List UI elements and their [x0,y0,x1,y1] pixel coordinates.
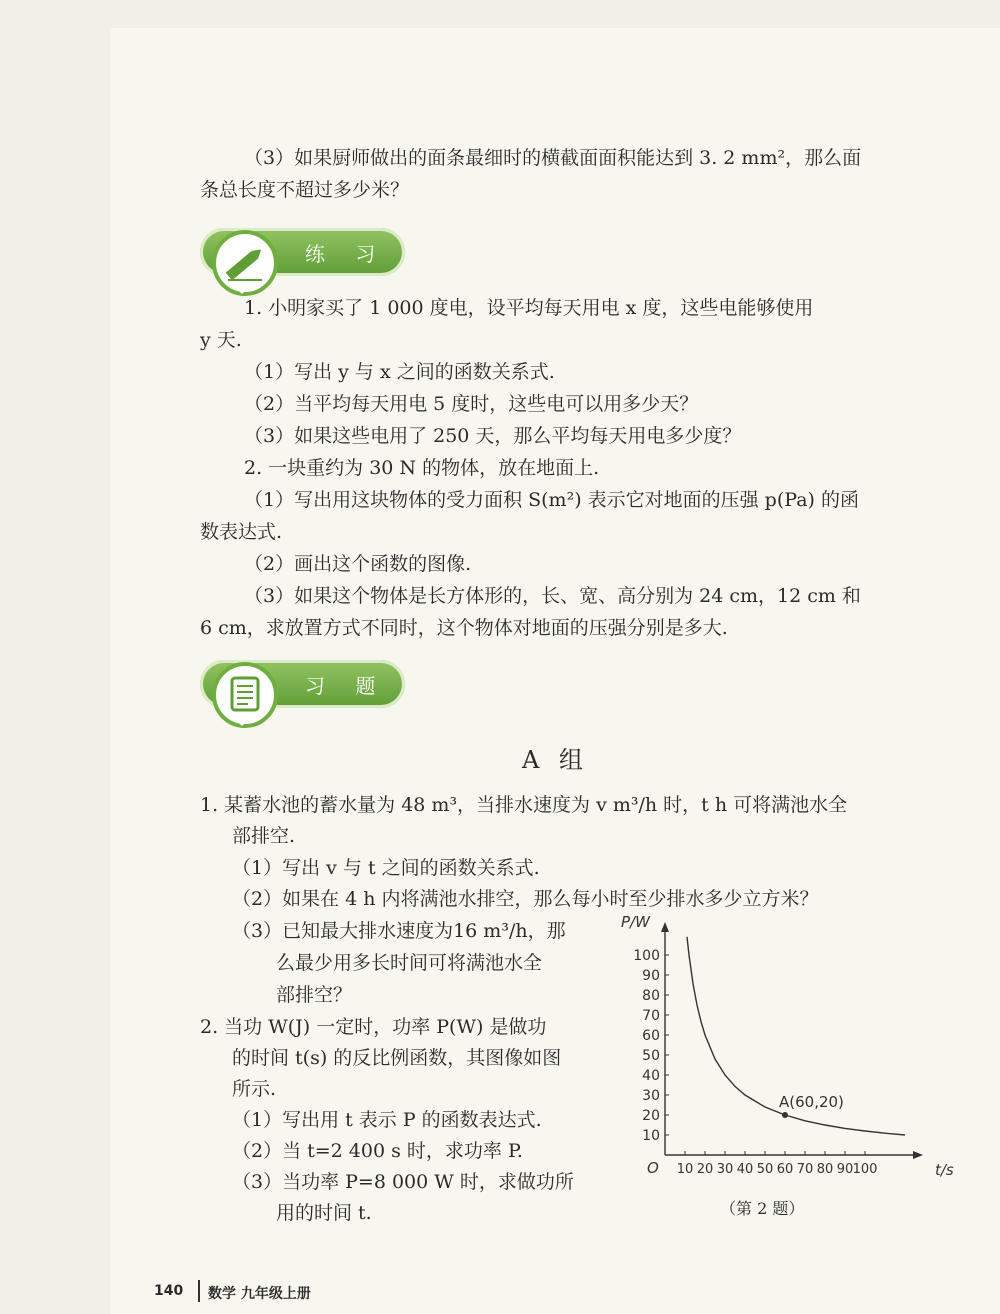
q1-line: 部排空？ [276,984,353,1006]
badge-pointer [234,718,250,726]
y-tick-label: 30 [642,1088,660,1104]
power-time-graph [600,910,954,1180]
q1-line: （2）如果在 4 h 内将满池水排空，那么每小时至少排水多少立方米？ [232,888,819,910]
x-tick-label: 90 [836,1162,854,1177]
practice-line: 6 cm，求放置方式不同时，这个物体对地面的压强分别是多大. [200,617,728,639]
page-number: 140 [154,1283,184,1299]
graph-caption: （第 2 题） [720,1199,805,1218]
x-axis-arrow [913,1151,923,1159]
y-tick-label: 80 [642,988,660,1004]
q2-line: 用的时间 t. [276,1202,372,1224]
practice-line: （1）写出用这块物体的受力面积 S(m²) 表示它对地面的压强 p(Pa) 的函 [244,489,859,511]
top-question-line2: 条总长度不超过多少米？ [200,179,410,201]
q1-line: （3）已知最大排水速度为16 m³/h，那 [232,920,566,942]
q2-line: 2. 当功 W(J) 一定时，功率 P(W) 是做功 [200,1016,547,1038]
q2-line: （1）写出用 t 表示 P 的函数表达式. [232,1109,542,1131]
q1-line: 部排空. [232,825,296,847]
practice-line: 1. 小明家买了 1 000 度电，设平均每天用电 x 度，这些电能够使用 [244,297,814,319]
practice-line: （3）如果这个物体是长方体形的，长、宽、高分别为 24 cm，12 cm 和 [244,585,861,607]
x-axis-label: t/s [935,1161,954,1179]
y-tick-label: 100 [633,948,660,964]
x-tick-label: 100 [852,1162,878,1177]
practice-line: 数表达式. [200,521,283,543]
q2-line: 所示. [232,1078,277,1100]
x-tick-label: 30 [716,1162,734,1177]
y-tick-label: 90 [642,968,660,984]
exercise-badge [200,660,405,708]
y-tick-label: 50 [642,1048,660,1064]
q1-line: （1）写出 v 与 t 之间的函数关系式. [232,857,540,879]
y-axis-arrow [661,922,669,932]
q2-line: （3）当功率 P=8 000 W 时，求做功所 [232,1171,574,1193]
x-tick-label: 40 [736,1162,754,1177]
y-tick-label: 60 [642,1028,660,1044]
book-title: 数学 九年级上册 [208,1286,311,1302]
practice-line: （3）如果这些电用了 250 天，那么平均每天用电多少度？ [244,425,742,447]
practice-line: y 天. [200,329,242,351]
point-A [782,1112,788,1118]
q1-line: 1. 某蓄水池的蓄水量为 48 m³，当排水速度为 v m³/h 时，t h 可将满池水全 [200,794,848,816]
q2-line: 的时间 t(s) 的反比例函数，其图像如图 [232,1047,562,1069]
x-tick-label: 50 [756,1162,774,1177]
q1-line: 么最少用多长时间可将满池水全 [276,952,543,974]
y-axis-label: P/W [621,913,650,931]
q2-line: （2）当 t=2 400 s 时，求功率 P. [232,1140,523,1162]
origin-label: O [647,1159,659,1177]
y-tick-label: 70 [642,1008,660,1024]
x-tick-label: 80 [816,1162,834,1177]
practice-line: 2. 一块重约为 30 N 的物体，放在地面上. [244,457,600,479]
group-title: A 组 [522,746,589,774]
y-tick-label: 20 [642,1108,660,1124]
x-tick-label: 20 [696,1162,714,1177]
top-question-line1: （3）如果厨师做出的面条最细时的横截面面积能达到 3. 2 mm²，那么面 [244,147,862,169]
practice-badge [200,228,405,276]
practice-line: （2）当平均每天用电 5 度时，这些电可以用多少天？ [244,393,699,415]
practice-line: （2）画出这个函数的图像. [244,553,472,575]
footer-divider [198,1280,200,1302]
y-tick-label: 10 [642,1128,660,1144]
badge-pointer [234,286,250,294]
x-tick-label: 60 [776,1162,794,1177]
point-A-label: A(60,20) [779,1093,844,1111]
practice-title: 练 习 [305,242,388,266]
x-tick-label: 70 [796,1162,814,1177]
x-tick-label: 10 [676,1162,694,1177]
y-tick-label: 40 [642,1068,660,1084]
exercise-title: 习 题 [305,674,388,698]
practice-line: （1）写出 y 与 x 之间的函数关系式. [244,361,555,383]
